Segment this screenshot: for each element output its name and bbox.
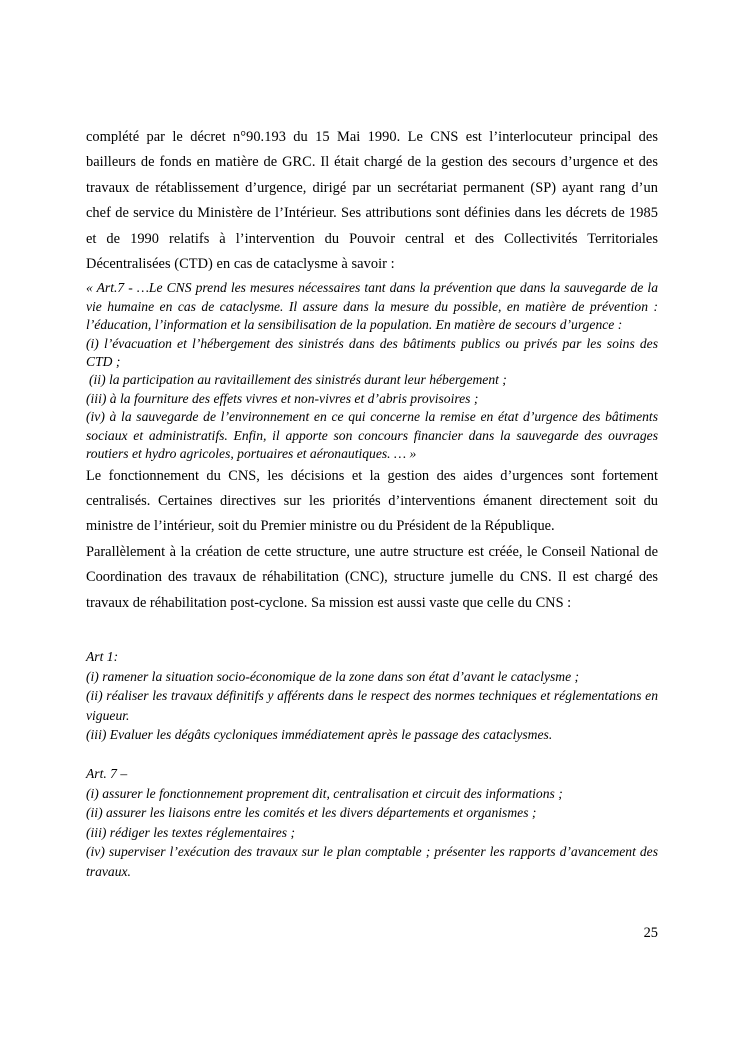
quote-item-iii: (iii) à la fourniture des effets vivres et non-vivres et d’abris provisoires ; <box>86 390 479 406</box>
art7-item-iv: (iv) superviser l’exécution des travaux sur le plan comptable ; présenter les rapports d’avancement des travaux. <box>86 844 658 879</box>
paragraph-parallelement: Parallèlement à la création de cette structure, une autre structure est créée, le Conseil National de Coordination des travaux de réhabilitation (CNC), structure jumelle du CNS. Il est chargé des travaux de réhabilitation post-cyclone. Sa mission est aussi vaste que celle du CNS : <box>86 543 658 611</box>
quote-block-art7 <box>86 279 658 463</box>
art7-item-ii: (ii) assurer les liaisons entre les comités et les divers départements et organismes ; <box>86 805 537 821</box>
page-number: 25 <box>643 925 658 941</box>
quote-item-ii: (ii) la participation au ravitaillement des sinistrés durant leur hébergement ; <box>89 372 507 388</box>
art7-block <box>86 764 658 882</box>
art1-item-i: (i) ramener la situation socio-économique de la zone dans son état d’avant le cataclysme ; <box>86 668 580 684</box>
art1-item-iii: (iii) Evaluer les dégâts cycloniques immédiatement après le passage des cataclysmes. <box>86 727 553 743</box>
art7-heading: Art. 7 – <box>86 765 128 781</box>
page-body <box>86 125 658 881</box>
art1-heading: Art 1: <box>86 648 119 664</box>
quote-item-iv: (iv) à la sauvegarde de l’environnement en ce qui concerne la remise en état d’urgence des bâtiments sociaux et administratifs. Enfin, il apporte son concours financier dans la sauvegarde des ouvrages routiers et hydro agricoles, portuaires et aéronautiques. … » <box>86 409 658 462</box>
quote-item-i: (i) l’évacuation et l’hébergement des sinistrés dans des bâtiments publics ou privés par les soins des CTD ; <box>86 335 658 370</box>
art7-item-iii: (iii) rédiger les textes réglementaires ; <box>86 824 296 840</box>
art1-item-ii: (ii) réaliser les travaux définitifs y afférents dans le respect des normes techniques et réglementations en vigueur. <box>86 688 658 723</box>
art7-item-i: (i) assurer le fonctionnement proprement dit, centralisation et circuit des informations ; <box>86 785 563 801</box>
paragraph-fonctionnement: Le fonctionnement du CNS, les décisions et la gestion des aides d’urgences sont fortement centralisés. Certaines directives sur les priorités d’interventions émanent directement soit du ministre de l’intérieur, soit du Premier ministre ou du Président de la République. <box>86 467 658 535</box>
paragraph-intro: complété par le décret n°90.193 du 15 Mai 1990. Le CNS est l’interlocuteur principal des bailleurs de fonds en matière de GRC. Il était chargé de la gestion des secours d’urgence et des travaux de rétablissement d’urgence, dirigé par un secrétariat permanent (SP) ayant rang d’un chef de service du Ministère de l’Intérieur. Ses attributions sont définies dans les décrets de 1985 et de 1990 relatifs à l’intervention du Pouvoir central et des Collectivités Territoriales Décentralisées (CTD) en cas de cataclysme à savoir : <box>86 129 658 273</box>
art1-block <box>86 647 658 745</box>
quote-intro: « Art.7 - …Le CNS prend les mesures nécessaires tant dans la prévention que dans la sauvegarde de la vie humaine en cas de cataclysme. Il assure dans la mesure du possible, en matière de prévention : l’éducation, l’information et la sensibilisation de la population. En matière de secours d’urgence : <box>86 280 658 333</box>
